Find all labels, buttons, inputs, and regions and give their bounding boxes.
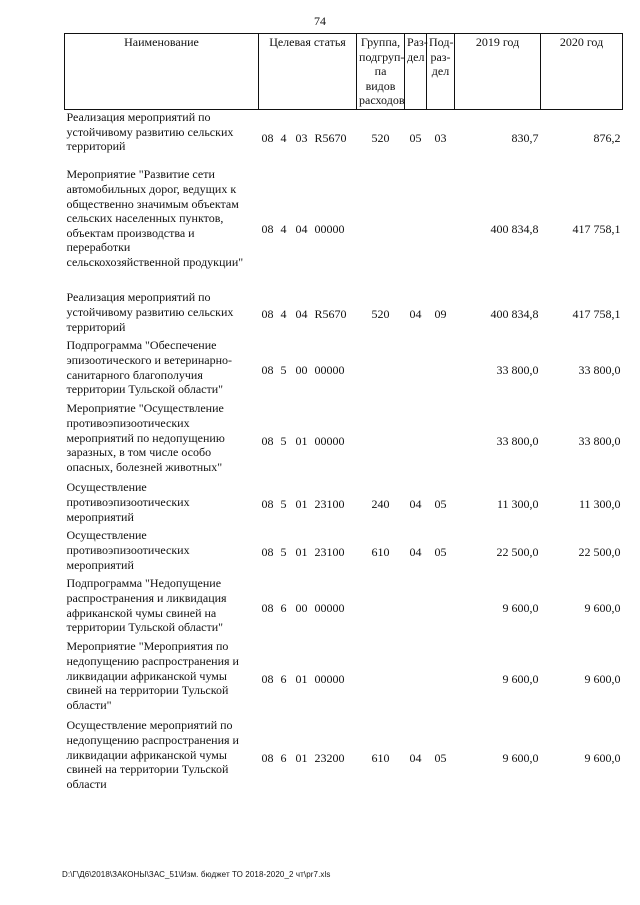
header-group: Группа, подгруп- па видов расходов	[357, 34, 405, 110]
target-code-direction: 23100	[314, 545, 345, 560]
target-code-event: 01	[295, 545, 308, 560]
amount-2019: 11 300,0	[496, 497, 539, 512]
razdel-code: 04	[409, 545, 422, 560]
amount-2019: 400 834,8	[490, 307, 539, 322]
amount-2019: 22 500,0	[496, 545, 539, 560]
amount-2019: 9 600,0	[502, 671, 539, 686]
table-row	[65, 480, 623, 528]
header-2019: 2019 год	[455, 34, 541, 110]
amount-2020: 417 758,1	[572, 307, 621, 322]
expense-group: 610	[371, 545, 390, 560]
amount-2019: 33 800,0	[496, 433, 539, 448]
target-code-direction: 00000	[314, 600, 345, 615]
expense-group	[357, 338, 405, 401]
header-podrazdel: Под- раз- дел	[427, 34, 455, 110]
expense-group	[357, 576, 405, 639]
table-row	[65, 718, 623, 797]
target-code-subprogram: 5	[280, 362, 287, 377]
target-code-program: 08	[261, 362, 274, 377]
target-code-event: 00	[295, 600, 308, 615]
amount-2019: 400 834,8	[490, 221, 539, 236]
target-code-direction: 00000	[314, 362, 345, 377]
amount-2020: 9 600,0	[584, 671, 621, 686]
row-name: Осуществление мероприятий по недопущению распространения и ликвидации африканской чумы свиней на территории Тульской области	[66, 718, 239, 791]
target-code-subprogram: 5	[280, 497, 287, 512]
target-code-program: 08	[261, 131, 274, 146]
target-code-program: 08	[261, 221, 274, 236]
amount-2020: 9 600,0	[584, 600, 621, 615]
amount-2020: 876,2	[593, 131, 621, 146]
target-code-program: 08	[261, 671, 274, 686]
expense-group: 520	[371, 307, 390, 322]
razdel-code	[405, 576, 427, 639]
target-code-event: 01	[295, 671, 308, 686]
table-row	[65, 528, 623, 576]
podrazdel-code: 09	[434, 307, 447, 322]
expense-group	[357, 639, 405, 718]
podrazdel-code: 03	[434, 131, 447, 146]
razdel-code: 05	[409, 131, 422, 146]
target-code-subprogram: 5	[280, 433, 287, 448]
row-name: Мероприятие "Мероприятия по недопущению распространения и ликвидации африканской чумы свиней на территории Тульской области"	[66, 639, 239, 712]
expense-group: 610	[371, 750, 390, 765]
target-code-event: 01	[295, 750, 308, 765]
amount-2019: 33 800,0	[496, 362, 539, 377]
table-header	[65, 34, 623, 110]
table-row	[65, 109, 623, 167]
target-code-event: 01	[295, 433, 308, 448]
amount-2019: 9 600,0	[502, 750, 539, 765]
target-code-event: 00	[295, 362, 308, 377]
amount-2020: 9 600,0	[584, 750, 621, 765]
row-name: Осуществление противоэпизоотических мероприятий	[66, 480, 190, 524]
amount-2020: 417 758,1	[572, 221, 621, 236]
target-code-subprogram: 4	[280, 307, 287, 322]
podrazdel-code	[427, 167, 455, 290]
amount-2019: 9 600,0	[502, 600, 539, 615]
target-code-direction: 00000	[314, 671, 345, 686]
podrazdel-code: 05	[434, 497, 447, 512]
target-code-event: 01	[295, 497, 308, 512]
row-name: Осуществление противоэпизоотических мероприятий	[66, 528, 190, 572]
row-name: Мероприятие "Развитие сети автомобильных дорог, ведущих к общественно значимым объектам сельских населенных пунктов, объектам производства и переработки сельскохозяйственной продукции"	[66, 167, 244, 270]
expense-group	[357, 401, 405, 480]
target-code-event: 04	[295, 307, 308, 322]
header-2020: 2020 год	[541, 34, 623, 110]
razdel-code	[405, 338, 427, 401]
target-code-direction: 23200	[314, 750, 345, 765]
target-code-program: 08	[261, 545, 274, 560]
target-code-program: 08	[261, 307, 274, 322]
row-name: Реализация мероприятий по устойчивому развитию сельских территорий	[66, 290, 234, 334]
target-code-direction: R5670	[314, 131, 347, 146]
table-row	[65, 338, 623, 401]
header-razdel: Раз- дел	[405, 34, 427, 110]
target-code-program: 08	[261, 497, 274, 512]
table-row	[65, 639, 623, 718]
razdel-code: 04	[409, 497, 422, 512]
amount-2020: 33 800,0	[578, 362, 621, 377]
podrazdel-code: 05	[434, 545, 447, 560]
target-code-direction: R5670	[314, 307, 347, 322]
target-code-direction: 00000	[314, 433, 345, 448]
row-name: Мероприятие "Осуществление противоэпизоотических мероприятий по недопущению заразных, в том числе особо опасных, болезней животных"	[66, 401, 225, 474]
header-name: Наименование	[65, 34, 259, 110]
table-row	[65, 167, 623, 290]
row-name: Подпрограмма "Недопущение распространения и ликвидация африканской чумы свиней на территории Тульской области"	[66, 576, 227, 635]
podrazdel-code	[427, 338, 455, 401]
amount-2020: 11 300,0	[578, 497, 621, 512]
table-row	[65, 576, 623, 639]
target-code-subprogram: 4	[280, 131, 287, 146]
expense-group	[357, 167, 405, 290]
budget-table	[64, 33, 623, 797]
razdel-code: 04	[409, 750, 422, 765]
table-row	[65, 290, 623, 338]
table-row	[65, 401, 623, 480]
target-code-program: 08	[261, 600, 274, 615]
target-code-direction: 23100	[314, 497, 345, 512]
file-path-footer: D:\Г\Д6\2018\ЗАКОНЫ\ЗАС_51\Изм. бюджет ТО 2018-2020_2 чт\pr7.xls	[62, 870, 331, 879]
podrazdel-code: 05	[434, 750, 447, 765]
target-code-program: 08	[261, 433, 274, 448]
amount-2019: 830,7	[511, 131, 539, 146]
expense-group: 520	[371, 131, 390, 146]
row-name: Подпрограмма "Обеспечение эпизоотического и ветеринарно- санитарного благополучия территории Тульской области"	[66, 338, 233, 397]
target-code-subprogram: 5	[280, 545, 287, 560]
amount-2020: 22 500,0	[578, 545, 621, 560]
target-code-event: 03	[295, 131, 308, 146]
amount-2020: 33 800,0	[578, 433, 621, 448]
target-code-subprogram: 4	[280, 221, 287, 236]
header-target: Целевая статья	[259, 34, 357, 110]
expense-group: 240	[371, 497, 390, 512]
razdel-code	[405, 401, 427, 480]
table-body	[65, 109, 623, 797]
target-code-subprogram: 6	[280, 750, 287, 765]
target-code-event: 04	[295, 221, 308, 236]
razdel-code: 04	[409, 307, 422, 322]
podrazdel-code	[427, 639, 455, 718]
razdel-code	[405, 639, 427, 718]
target-code-subprogram: 6	[280, 600, 287, 615]
target-code-program: 08	[261, 750, 274, 765]
podrazdel-code	[427, 401, 455, 480]
target-code-direction: 00000	[314, 221, 345, 236]
page-number: 74	[314, 14, 326, 28]
row-name: Реализация мероприятий по устойчивому развитию сельских территорий	[66, 109, 234, 154]
target-code-subprogram: 6	[280, 671, 287, 686]
razdel-code	[405, 167, 427, 290]
podrazdel-code	[427, 576, 455, 639]
